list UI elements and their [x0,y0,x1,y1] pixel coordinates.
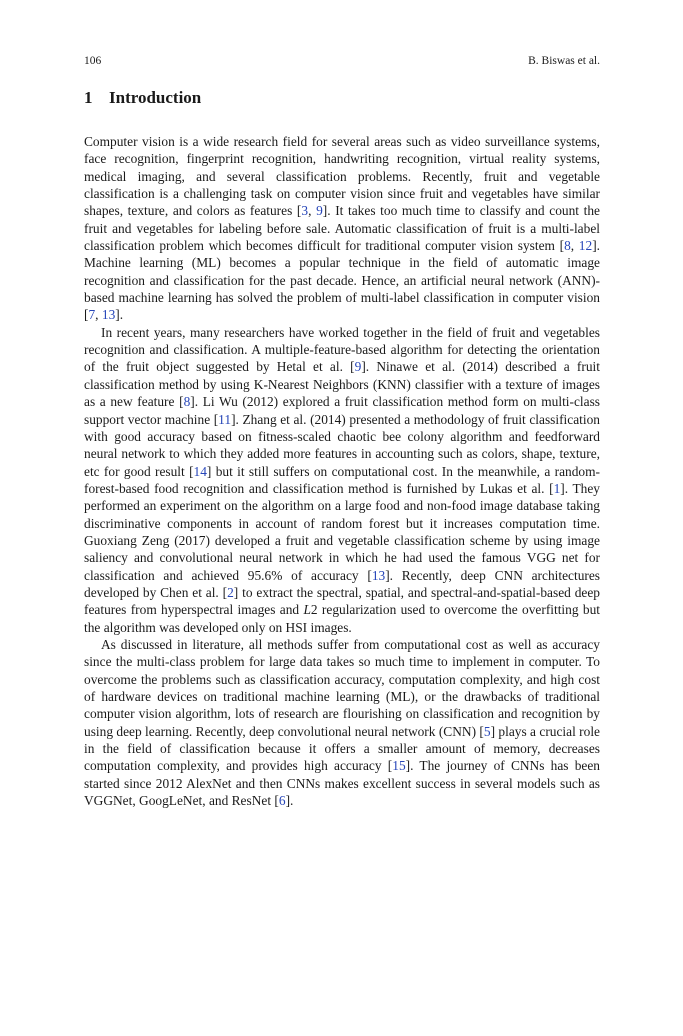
paragraph: In recent years, many researchers have worked together in the field of fruit and vegetables recognition and classification. A multiple-feature-based algorithm for detecting the orientation of the fruit object suggested by Hetal et al. [9]. Ninawe et al. (2014) described a fruit classification method by using K-Nearest Neighbors (KNN) classifier with a texture of images as a new feature [8]. Li Wu (2012) explored a fruit classification method form on multi-class support vector machine [11]. Zhang et al. (2014) presented a methodology of fruit classification with good accuracy based on fitness-scaled chaotic bee colony algorithm and feedforward neural network to which they added more features in accounting such as colors, shape, texture, etc for good result [14] but it still suffers on computational cost. In the meanwhile, a random-forest-based food recognition and classification method is furnished by Lukas et al. [1]. They performed an experiment on the algorithm on a large food and non-food image database taking discriminative components in account of random forest but it increases computation time. Guoxiang Zeng (2017) developed a fruit and vegetable classification scheme by using image saliency and convolutional neural network in which he had used the famous VGG net for classification and achieved 95.6% of accuracy [13]. Recently, deep CNN architectures developed by Chen et al. [2] to extract the spectral, spatial, and spectral-and-spatial-based deep features from hyperspectral images and L2 regularization used to overcome the overfitting but the algorithm was developed only on HSI images. [84,324,601,635]
citation-link[interactable]: 9 [316,203,323,219]
citation-link[interactable]: 1 [553,480,561,496]
citation-link[interactable]: 14 [193,463,207,479]
paragraph: As discussed in literature, all methods suffer from computational cost as well as accuracy since the multi-class problem for large data takes so much time to implement in computer. To overcome the problems such as classification accuracy, computation complexity, and high cost of hardware devices on traditional machine learning (ML), or the drawbacks of traditional computer vision algorithm, lots of research are flourishing on classification and recognition by using deep learning. Recently, deep convolutional neural network (CNN) [5] plays a crucial role in the field of classification because it offers a smaller amount of memory, decreases computation complexity, and provides high accuracy [15]. The journey of CNNs has been started since 2012 AlexNet and then CNNs makes excellent success in several models such as VGGNet, GoogLeNet, and ResNet [6]. [84,636,600,809]
citation-link[interactable]: 8 [564,238,571,254]
citation-link[interactable]: 11 [218,411,232,427]
citation-link[interactable]: 2 [227,584,234,600]
paragraph: Computer vision is a wide research field for several areas such as video surveillance systems, face recognition, fingerprint recognition, handwriting recognition, virtual reality systems, medical imaging, and several classification problems. Recently, fruit and vegetable classification is a challenging task on computer vision since fruit and vegetables have similar shapes, texture, and colors as features [3, 9]. It takes too much time to classify and count the fruit and vegetables for labeling before sale. Automatic classification of fruit is a multi-label classification problem which becomes difficult for traditional computer vision system [8, 12]. Machine learning (ML) becomes a popular technique in the field of automatic image recognition and classification for the past decade. Hence, an artificial neural network (ANN)-based machine learning has solved the problem of multi-label classification in computer vision [7, 13]. [84,134,600,323]
citation-link[interactable]: 12 [578,238,593,254]
citation-link[interactable]: 15 [392,758,406,774]
page-header [84,55,600,71]
math-symbol: L [303,602,311,618]
running-head: B. Biswas et al. [528,55,600,67]
section-title [84,88,201,108]
citation-link[interactable]: 6 [278,793,286,809]
body-text [84,133,600,809]
citation-link[interactable]: 8 [183,394,191,410]
citation-link[interactable]: 3 [301,203,309,219]
citation-link[interactable]: 9 [354,359,362,375]
citation-link[interactable]: 13 [371,567,386,583]
citation-link[interactable]: 13 [101,307,116,323]
section-title-text: Introduction [109,88,202,107]
page-number: 106 [84,55,102,67]
section-number: 1 [84,88,93,107]
citation-link[interactable]: 7 [88,307,96,323]
citation-link[interactable]: 5 [483,723,491,739]
